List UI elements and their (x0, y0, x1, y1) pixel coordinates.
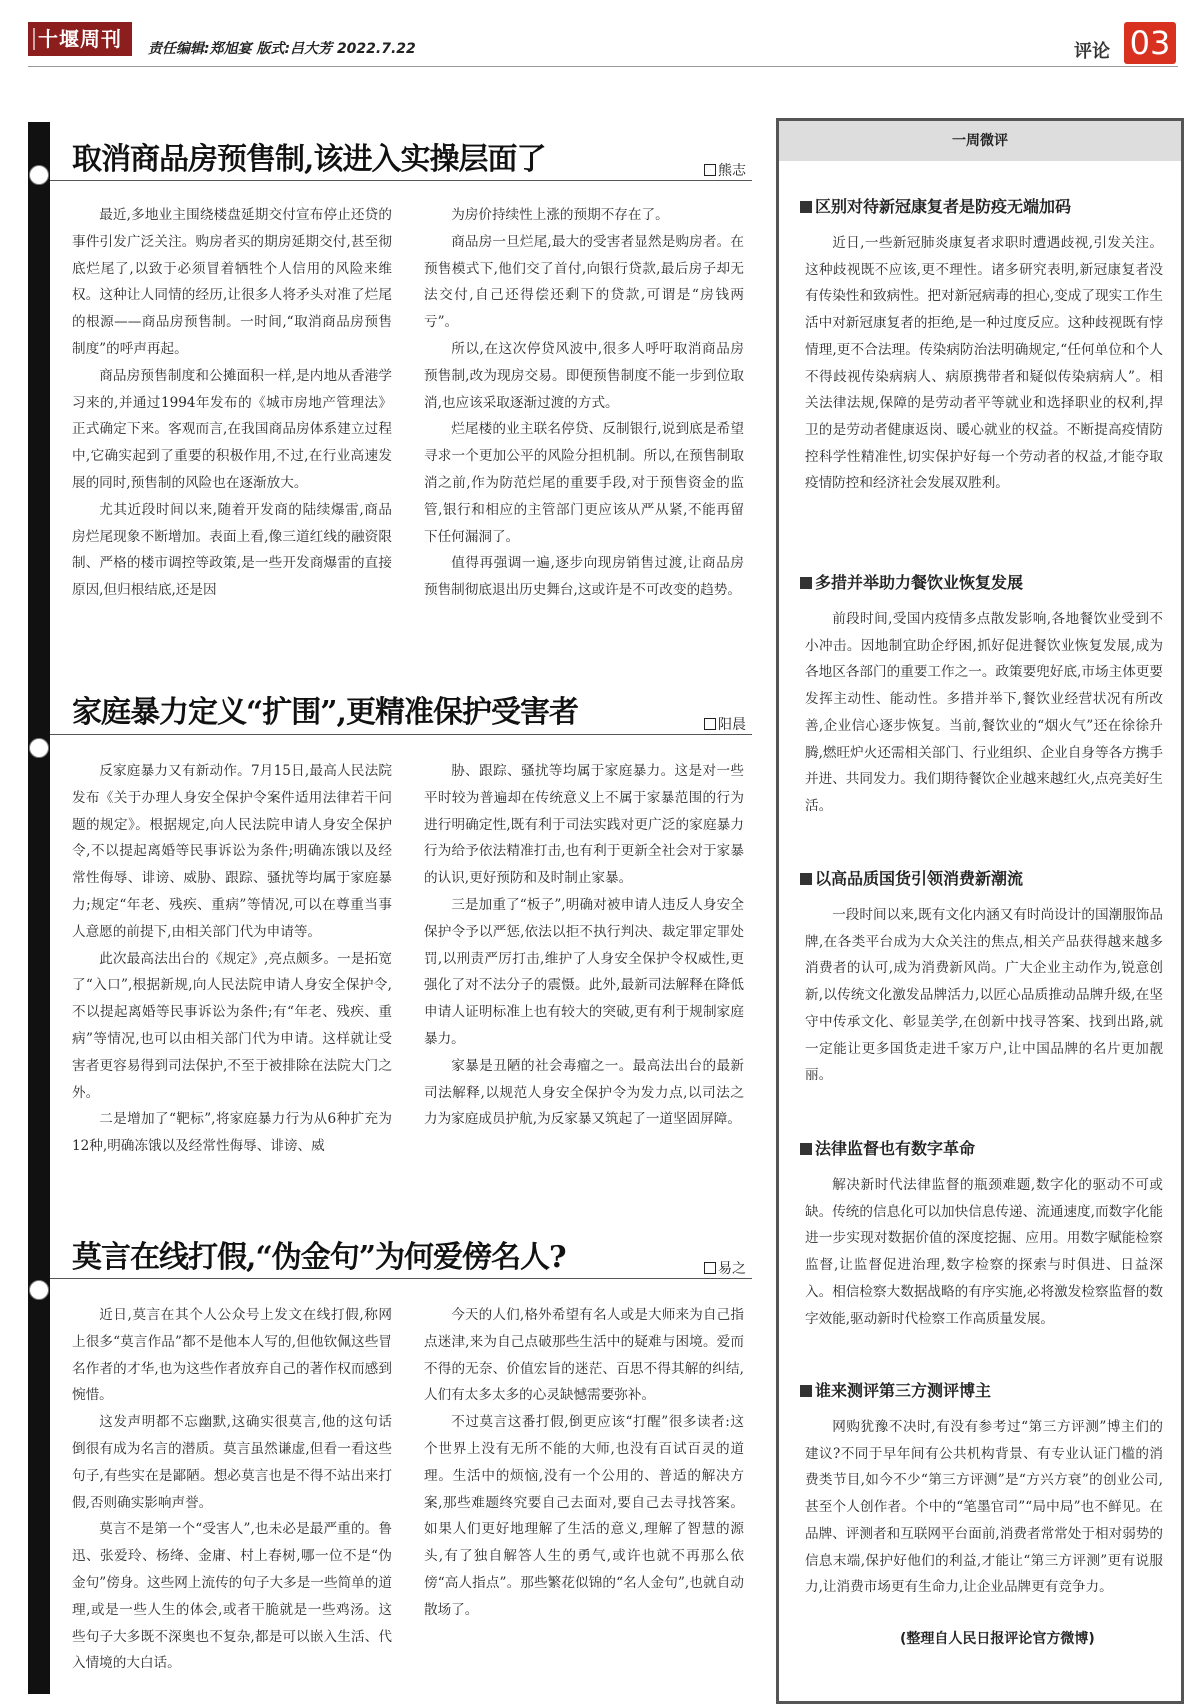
article-paragraph: 三是加重了“板子”,明确对被申请人违反人身安全保护令予以严惩,依法以拒不执行判决、裁定罪定罪处罚,以刑责严厉打击,维护了人身安全保护令权威性,更强化了对不法分子的震慑。此外,最新司法解释在降低申请人证明标准上也有较大的突破,更有利于规制家庭暴力。 (424, 896, 744, 1047)
article-1-rule (50, 180, 752, 181)
article-3-column-1 (72, 1302, 392, 1677)
article-paragraph: 近日,莫言在其个人公众号上发文在线打假,称网上很多“莫言作品”都不是他本人写的,但他钦佩这些冒名作者的才华,也为这些作者放弃自己的著作权而感到惋惜。 (72, 1307, 392, 1404)
article-paragraph: 今天的人们,格外希望有名人或是大师来为自己指点迷津,来为自己点破那些生活中的疑难与困境。爱而不得的无奈、价值宏旨的迷茫、百思不得其解的纠结,人们有太多太多的心灵缺憾需要弥补。 (424, 1307, 744, 1404)
article-3-column-2 (424, 1302, 744, 1624)
article-3-author: 易之 (704, 1258, 746, 1278)
article-marker-icon (29, 738, 49, 758)
article-2-column-1 (72, 758, 392, 1160)
masthead-text: 十堰周刊 (38, 27, 122, 51)
article-1-headline: 取消商品房预售制,该进入实操层面了 (72, 142, 546, 177)
article-marker-icon (29, 1280, 49, 1300)
article-paragraph: 商品房预售制度和公摊面积一样,是内地从香港学习来的,并通过1994年发布的《城市房地产管理法》正式确定下来。客观而言,在我国商品房体系建立过程中,它确实起到了重要的积极作用,不过,在行业高速发展的同时,预售制的风险也在逐渐放大。 (72, 367, 392, 491)
sidebar-item-2-body: 前段时间,受国内疫情多点散发影响,各地餐饮业受到不小冲击。因地制宜助企纾困,抓好促进餐饮业恢复发展,成为各地区各部门的重要工作之一。政策要兜好底,市场主体更要发挥主动性、能动性。多措并举下,餐饮业经营状况有所改善,企业信心逐步恢复。当前,餐饮业的“烟火气”还在徐徐升腾,燃旺炉火还需相关部门、行业组织、企业自身等各方携手并进、共同发力。我们期待餐饮企业越来越红火,点亮美好生活。 (805, 611, 1163, 814)
article-paragraph: 莫言不是第一个“受害人”,也未必是最严重的。鲁迅、张爱玲、杨绛、金庸、村上春树,哪一位不是“伪金句”傍身。这些网上流传的句子大多是一些简单的道理,或是一些人生的体会,或者干脆就是一些鸡汤。这些句子大多既不深奥也不复杂,都是可以嵌入生活、代入情境的大白话。 (72, 1521, 392, 1672)
sidebar-item-1-body: 近日,一些新冠肺炎康复者求职时遭遇歧视,引发关注。这种歧视既不应该,更不理性。诸多研究表明,新冠康复者没有传染性和致病性。把对新冠病毒的担心,变成了现实工作生活中对新冠康复者的拒绝,是一种过度反应。这种歧视既有悖情理,更不合法理。传染病防治法明确规定,“任何单位和个人不得歧视传染病病人、病原携带者和疑似传染病病人”。相关法律法规,保障的是劳动者平等就业和选择职业的权利,捍卫的是劳动者健康返岗、暖心就业的权益。不断提高疫情防控科学性精准性,切实保护好每一个劳动者的权益,才能夺取疫情防控和经济社会发展双胜利。 (805, 235, 1163, 492)
article-paragraph: 胁、跟踪、骚扰等均属于家庭暴力。这是对一些平时较为普遍却在传统意义上不属于家暴范围的行为进行明确定性,既有利于司法实践对更广泛的家庭暴力行为给予依法精准打击,也有利于更新全社会对于家暴的认识,更好预防和及时制止家暴。 (424, 763, 744, 887)
sidebar-item-4-body: 解决新时代法律监督的瓶颈难题,数字化的驱动不可或缺。传统的信息化可以加快信息传递、流通速度,而数字化能进一步实现对数据价值的深度挖掘、应用。用数字赋能检察监督,让监督促进治理,数字检察的探索与时俱进、日益深入。相信检察大数据战略的有序实施,必将激发检察监督的数字效能,驱动新时代检察工作高质量发展。 (805, 1177, 1163, 1327)
article-paragraph: 此次最高法出台的《规定》,亮点颇多。一是拓宽了“入口”,根据新规,向人民法院申请人身安全保护令,不以提起离婚等民事诉讼为条件;有“年老、残疾、重病”等情况,也可以由相关部门代为申请。这样就让受害者更容易得到司法保护,不至于被排除在法院大门之外。 (72, 950, 392, 1101)
article-paragraph: 不过莫言这番打假,倒更应该“打醒”很多读者:这个世界上没有无所不能的大师,也没有百试百灵的道理。生活中的烦恼,没有一个公用的、普适的解决方案,那些难题终究要自己去面对,要自己去寻找答案。如果人们更好地理解了生活的意义,理解了智慧的源头,有了独自解答人生的勇气,或许也就不再那么依傍“高人指点”。那些繁花似锦的“名人金句”,也就自动散场了。 (424, 1414, 744, 1618)
article-paragraph: 为房价持续性上涨的预期不存在了。 (451, 207, 669, 223)
article-3-headline: 莫言在线打假,“伪金句”为何爱傍名人? (72, 1240, 566, 1275)
article-1-column-2 (424, 202, 744, 604)
article-paragraph: 最近,多地业主围绕楼盘延期交付宣布停止还贷的事件引发广泛关注。购房者买的期房延期交付,甚至彻底烂尾了,以致于必须冒着牺牲个人信用的风险来维权。这种让人同情的经历,让很多人将矛头对准了烂尾的根源——商品房预售制。一时间,“取消商品房预售制度”的呼声再起。 (72, 207, 392, 357)
sidebar-source-note: (整理自人民日报评论官方微博) (900, 1631, 1095, 1647)
article-2-rule (50, 734, 752, 735)
masthead-logo (28, 22, 132, 56)
article-paragraph: 二是增加了“靶标”,将家庭暴力行为从6种扩充为12种,明确冻饿以及经常性侮辱、诽谤、威 (72, 1111, 392, 1155)
masthead-mark-icon (33, 28, 35, 50)
article-1-column-1 (72, 202, 392, 604)
article-paragraph: 所以,在这次停贷风波中,很多人呼吁取消商品房预售制,改为现房交易。即便预售制度不能一步到位取消,也应该采取逐渐过渡的方式。 (424, 340, 744, 411)
article-paragraph: 反家庭暴力又有新动作。7月15日,最高人民法院发布《关于办理人身安全保护令案件适用法律若干问题的规定》。根据规定,向人民法院申请人身安全保护令,不以提起离婚等民事诉讼为条件;明确冻饿以及经常性侮辱、诽谤、威胁、跟踪、骚扰等均属于家庭暴力;规定“年老、残疾、重病”等情况,可以在尊重当事人意愿的前提下,由相关部门代为申请等。 (72, 763, 392, 940)
article-2-headline: 家庭暴力定义“扩围”,更精准保护受害者 (72, 695, 578, 730)
article-paragraph: 这发声明都不忘幽默,这确实很莫言,他的这句话倒很有成为名言的潜质。莫言虽然谦虚,但看一看这些句子,有些实在是鄙陋。想必莫言也是不得不站出来打假,否则确实影响声誉。 (72, 1414, 392, 1511)
sidebar-item-3-body: 一段时间以来,既有文化内涵又有时尚设计的国潮服饰品牌,在各类平台成为大众关注的焦点,相关产品获得越来越多消费者的认可,成为消费新风尚。广大企业主动作为,锐意创新,以传统文化激发品牌活力,以匠心品质推动品牌升级,在坚守中传承文化、彰显美学,在创新中找寻答案、找到出路,就一定能让更多国货走进千家万户,让中国品牌的名片更加靓丽。 (805, 907, 1163, 1084)
sidebar-item-5-body: 网购犹豫不决时,有没有参考过“第三方评测”博主们的建议?不同于早年间有公共机构背景、有专业认证门槛的消费类节目,如今不少“第三方评测”是“方兴方衰”的创业公司,甚至个人创作者。个中的“笔墨官司”“局中局”也不鲜见。在品牌、评测者和互联网平台面前,消费者常常处于相对弱势的信息末端,保护好他们的利益,才能让“第三方评测”更有说服力,让消费市场更有生命力,让企业品牌更有竞争力。 (805, 1419, 1163, 1596)
header-divider (28, 66, 1178, 67)
left-margin-bar (28, 122, 50, 1694)
article-paragraph: 烂尾楼的业主联名停贷、反制银行,说到底是希望寻求一个更加公平的风险分担机制。所以,在预售制取消之前,作为防范烂尾的重要手段,对于预售资金的监管,银行和相应的主管部门更应该从严从紧,不能再留下任何漏洞了。 (424, 421, 744, 545)
article-paragraph: 家暴是丑陋的社会毒瘤之一。最高法出台的最新司法解释,以规范人身安全保护令为发力点,以司法之力为家庭成员护航,为反家暴又筑起了一道坚固屏障。 (424, 1057, 744, 1128)
sidebar-item-2-heading: 多措并举助力餐饮业恢复发展 (800, 570, 1170, 593)
sidebar-item-4-heading: 法律监督也有数字革命 (800, 1136, 1170, 1159)
sidebar-item-5-heading: 谁来测评第三方测评博主 (800, 1378, 1170, 1401)
article-paragraph: 值得再强调一遍,逐步向现房销售过渡,让商品房预售制彻底退出历史舞台,这或许是不可改变的趋势。 (424, 555, 744, 599)
editor-credits: 责任编辑:郑旭宴 版式:吕大芳 2022.7.22 (148, 41, 416, 57)
weekly-comment-title: 一周微评 (779, 121, 1181, 161)
article-marker-icon (29, 165, 49, 185)
article-paragraph: 尤其近段时间以来,随着开发商的陆续爆雷,商品房烂尾现象不断增加。表面上看,像三道红线的融资限制、严格的楼市调控等政策,是一些开发商爆雷的直接原因,但归根结底,还是因 (72, 501, 392, 599)
sidebar-item-1-heading: 区别对待新冠康复者是防疫无端加码 (800, 194, 1170, 217)
page-number-badge: 03 (1124, 22, 1176, 64)
article-paragraph: 商品房一旦烂尾,最大的受害者显然是购房者。在预售模式下,他们交了首付,向银行贷款,最后房子却无法交付,自己还得偿还剩下的贷款,可谓是“房钱两亏”。 (424, 233, 744, 331)
article-2-column-2 (424, 758, 744, 1133)
article-2-author: 阳晨 (704, 714, 746, 734)
article-3-rule (50, 1278, 752, 1279)
section-label: 评论 (1074, 41, 1110, 62)
sidebar-item-3-heading: 以高品质国货引领消费新潮流 (800, 866, 1170, 889)
article-1-author: 熊志 (704, 160, 746, 180)
